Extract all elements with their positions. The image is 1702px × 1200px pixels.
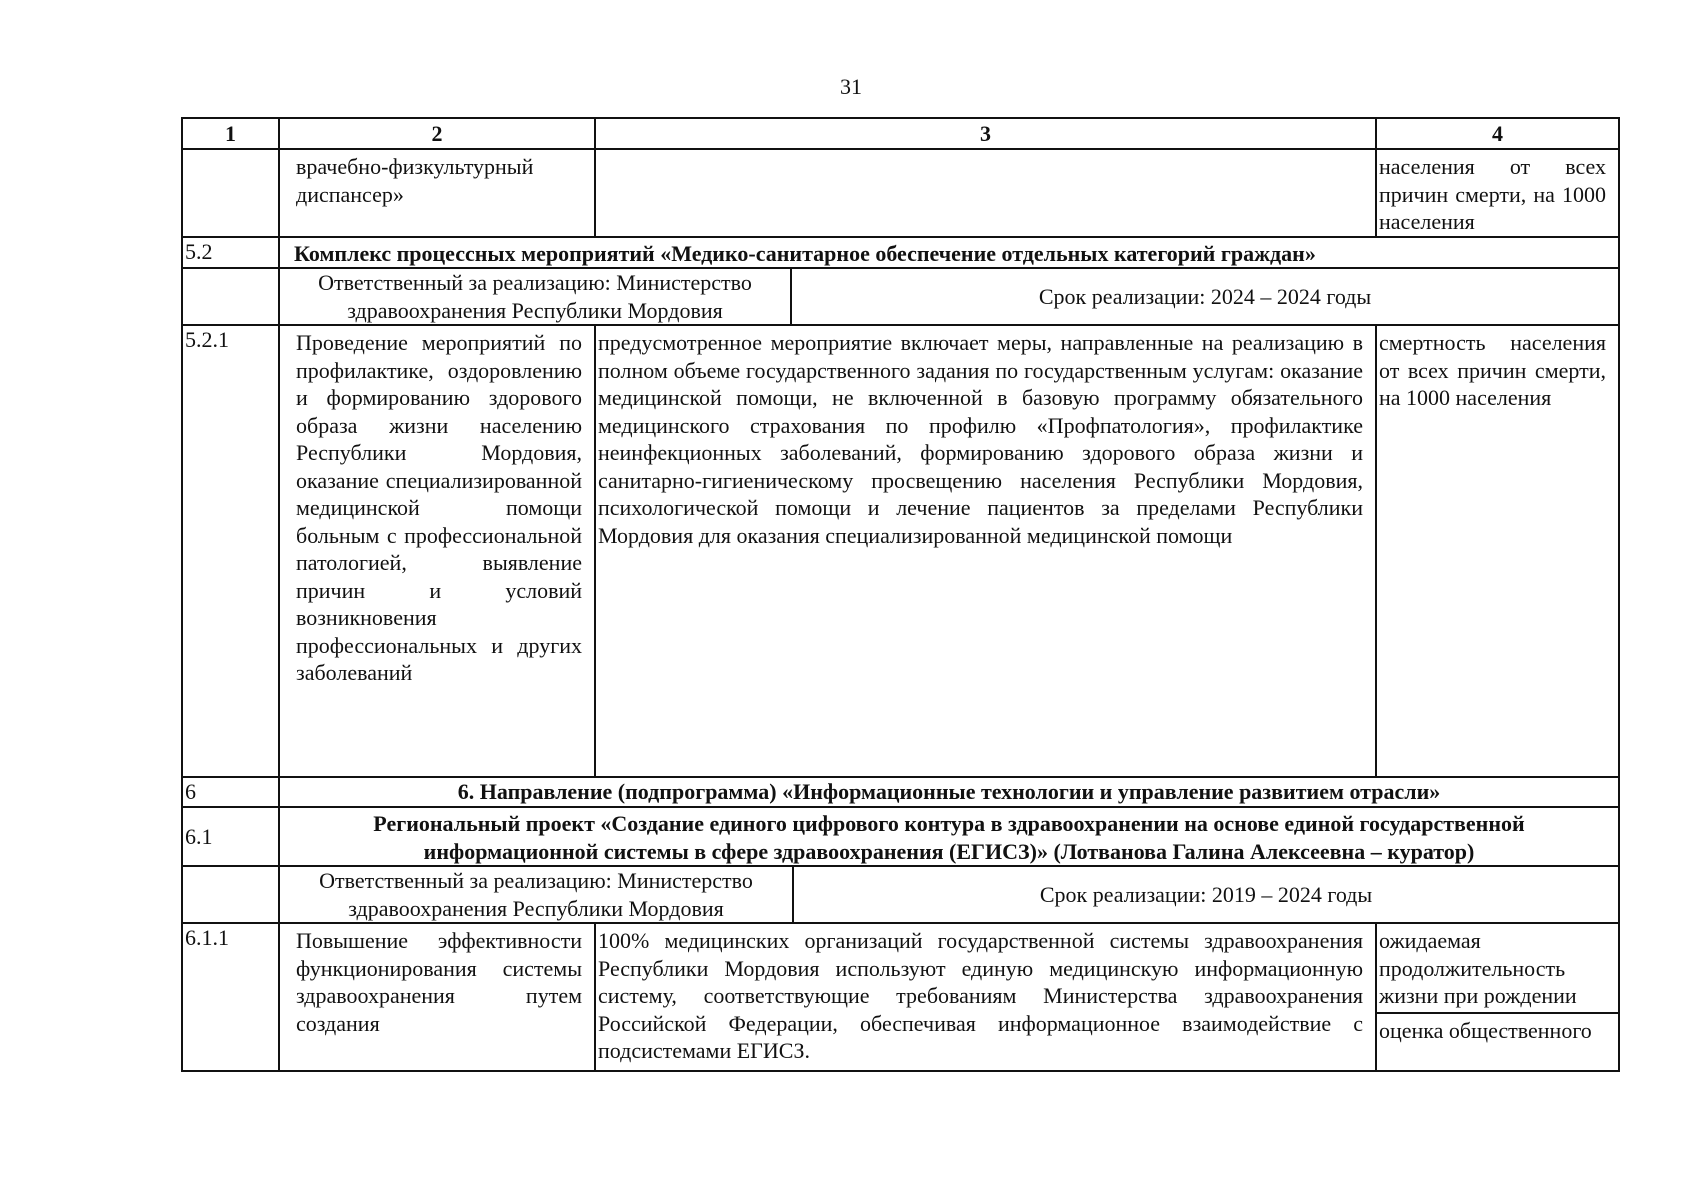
section-title: Региональный проект «Создание единого цифрового контура в здравоохранении на основе единой государственной информационной системы в сфере здравоохранения (ЕГИСЗ)» (Лотванова Галина Алексеевна – куратор) <box>279 807 1619 866</box>
empty-cell <box>182 268 279 325</box>
empty-cell <box>182 866 279 923</box>
section-row-6 <box>182 777 1619 807</box>
responsible-party: Ответственный за реализацию: Министерство здравоохранения Республики Мордовия <box>280 269 791 324</box>
responsible-party: Ответственный за реализацию: Министерство здравоохранения Республики Мордовия <box>280 867 793 922</box>
program-table <box>181 117 1620 1072</box>
activity-description-cell: предусмотренное мероприятие включает меры, направленные на реализацию в полном объеме государственного задания по государственным услугам: оказание медицинской помощи, не включенной в базовую программу обязательного медицинского страхования по профилю «Профпатология», профилактике неинфекционных заболеваний, формированию здорового образа жизни и санитарно-гигиеническому просвещению населения Республики Мордовия, психологической помощи и лечение пациентов за пределами Республики Мордовия для оказания специализированной медицинской помощи <box>595 325 1376 777</box>
section-title: 6. Направление (подпрограмма) «Информационные технологии и управление развитием отрасли» <box>279 777 1619 807</box>
implementation-term: Срок реализации: 2024 – 2024 годы <box>1038 283 1372 309</box>
section-number: 5.2 <box>182 237 279 269</box>
section-row-5-2 <box>182 237 1619 269</box>
page-number: 31 <box>840 74 862 99</box>
responsibility-cell <box>279 866 1619 923</box>
responsibility-cell <box>279 268 1619 325</box>
responsibility-row <box>182 268 1619 325</box>
indicator-cell: смертность населения от всех причин смерти, на 1000 населения <box>1376 325 1619 777</box>
section-title: Комплекс процессных мероприятий «Медико-санитарное обеспечение отдельных категорий граждан» <box>279 237 1619 269</box>
section-number: 6.1 <box>182 807 279 866</box>
indicator-public-assessment: оценка общественного <box>1379 1017 1592 1043</box>
section-number: 6 <box>182 777 279 807</box>
table-row <box>182 923 1619 1071</box>
header-cell-4: 4 <box>1376 118 1619 149</box>
activity-name-cell: врачебно-физкультурный диспансер» <box>279 149 595 237</box>
implementation-term: Срок реализации: 2019 – 2024 годы <box>1039 881 1373 907</box>
activity-description-cell: 100% медицинских организаций государственной системы здравоохранения Республики Мордовия используют единую медицинскую информационную систему, соответствующие требованиям Министерства здравоохранения Российской Федерации, обеспечивая информационное взаимодействие с подсистемами ЕГИСЗ. <box>595 923 1376 1071</box>
table-row <box>182 325 1619 777</box>
header-cell-2: 2 <box>279 118 595 149</box>
indicator-cell: населения от всех причин смерти, на 1000 населения <box>1376 149 1619 237</box>
indicator-life-expectancy: ожидаемая продолжительность жизни при рождении <box>1377 924 1618 1014</box>
header-cell-3: 3 <box>595 118 1376 149</box>
responsibility-row <box>182 866 1619 923</box>
indicator-cell <box>1376 923 1619 1071</box>
header-row <box>182 118 1619 149</box>
activity-description-cell <box>595 149 1376 237</box>
table-row <box>182 149 1619 237</box>
activity-name-cell: Проведение мероприятий по профилактике, оздоровлению и формированию здорового образа жизни населению Республики Мордовия, оказание специализированной медицинской помощи больным с профессиональной патологией, выявление причин и условий возникновения профессиональных и других заболеваний <box>279 325 595 777</box>
row-number: 6.1.1 <box>182 923 279 1071</box>
activity-name-cell: Повышение эффективности функционирования системы здравоохранения путем создания <box>279 923 595 1071</box>
row-number: 5.2.1 <box>182 325 279 777</box>
row-number-cell <box>182 149 279 237</box>
section-row-6-1 <box>182 807 1619 866</box>
header-cell-1: 1 <box>182 118 279 149</box>
